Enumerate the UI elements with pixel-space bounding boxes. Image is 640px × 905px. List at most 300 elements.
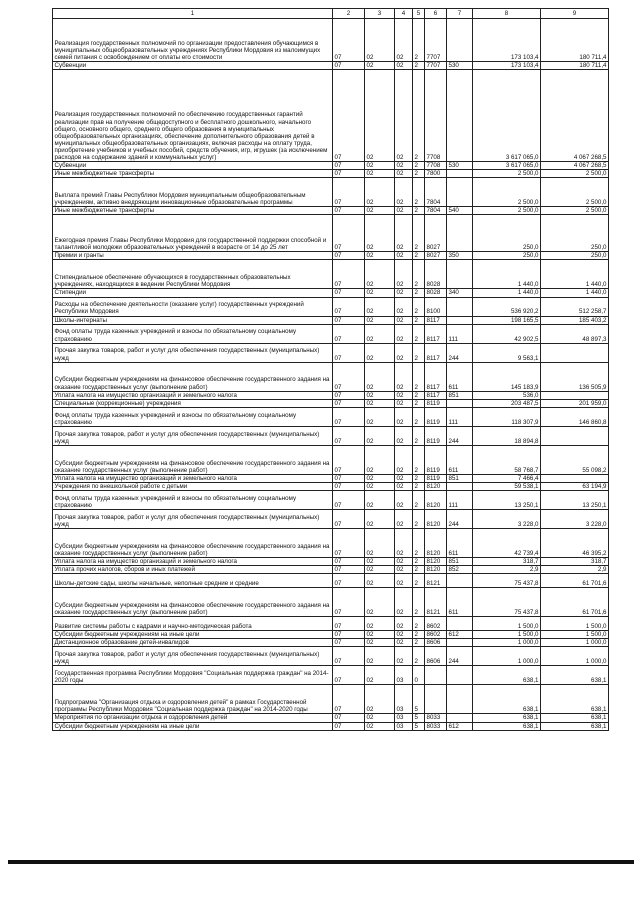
code-cell: 07 (333, 631, 365, 639)
amount-cell: 185 403,2 (541, 316, 609, 324)
code-cell: 2 (413, 316, 425, 324)
code-cell: 02 (365, 510, 395, 529)
row-name-cell: Субсидии бюджетным учреждениям на финансовое обеспечение государственного задания на оказание государственных услуг (выполнение работ) (53, 362, 333, 391)
code-cell: 02 (365, 399, 395, 407)
amount-cell: 250,0 (541, 215, 609, 252)
code-cell: 02 (365, 714, 395, 722)
amount-cell: 318,7 (541, 558, 609, 566)
row-name-cell: Субвенции (53, 62, 333, 70)
table-row (53, 297, 609, 316)
code-cell: 8602 (425, 617, 447, 631)
amount-cell: 42 739,4 (473, 529, 541, 558)
code-cell: 02 (395, 215, 413, 252)
row-name-cell: Уплата налога на имущество организаций и земельного налога (53, 558, 333, 566)
row-name-cell: Фонд оплаты труда казенных учреждений и взносы по обязательному социальному страхованию (53, 407, 333, 426)
code-cell: 2 (413, 407, 425, 426)
table-row (53, 647, 609, 666)
code-cell: 02 (395, 491, 413, 510)
code-cell: 852 (447, 566, 473, 574)
code-cell: 7708 (425, 70, 447, 162)
row-name-cell: Иные межбюджетные трансферты (53, 207, 333, 215)
table-row (53, 474, 609, 482)
code-cell: 02 (395, 482, 413, 490)
code-cell: 2 (413, 70, 425, 162)
column-header: 7 (447, 9, 473, 19)
table-row (53, 491, 609, 510)
amount-cell: 638,1 (473, 666, 541, 685)
amount-cell: 3 617 065,0 (473, 70, 541, 162)
code-cell: 2 (413, 170, 425, 178)
amount-cell: 3 617 065,0 (473, 162, 541, 170)
code-cell: 350 (447, 252, 473, 260)
budget-table (52, 8, 609, 731)
amount-cell: 4 067 268,5 (541, 162, 609, 170)
code-cell (447, 170, 473, 178)
row-name-cell: Уплата налога на имущество организаций и земельного налога (53, 474, 333, 482)
code-cell: 07 (333, 215, 365, 252)
code-cell: 2 (413, 474, 425, 482)
table-row (53, 215, 609, 252)
code-cell: 02 (365, 178, 395, 207)
row-name-cell: Стипендии (53, 289, 333, 297)
code-cell: 02 (365, 588, 395, 617)
code-cell (447, 316, 473, 324)
table-row (53, 631, 609, 639)
column-header: 6 (425, 9, 447, 19)
code-cell: 02 (395, 316, 413, 324)
table-row (53, 445, 609, 474)
code-cell: 2 (413, 426, 425, 445)
code-cell: 02 (365, 722, 395, 730)
code-cell: 02 (395, 343, 413, 362)
code-cell: 07 (333, 685, 365, 714)
column-header: 1 (53, 9, 333, 19)
code-cell: 02 (365, 170, 395, 178)
code-cell: 07 (333, 70, 365, 162)
amount-cell: 75 437,8 (473, 588, 541, 617)
column-header: 5 (413, 9, 425, 19)
code-cell: 07 (333, 491, 365, 510)
amount-cell: 13 250,1 (473, 491, 541, 510)
code-cell: 2 (413, 482, 425, 490)
amount-cell: 1 440,0 (473, 260, 541, 289)
code-cell: 02 (395, 70, 413, 162)
amount-cell: 3 228,0 (473, 510, 541, 529)
amount-cell: 46 395,2 (541, 529, 609, 558)
row-name-cell: Субсидии бюджетным учреждениям на финансовое обеспечение государственного задания на оказание государственных услуг (выполнение работ) (53, 529, 333, 558)
code-cell: 7804 (425, 207, 447, 215)
code-cell: 02 (365, 474, 395, 482)
amount-cell: 2 500,0 (473, 178, 541, 207)
amount-cell: 638,1 (541, 666, 609, 685)
row-name-cell: Уплата налога на имущество организаций и земельного налога (53, 391, 333, 399)
code-cell: 07 (333, 362, 365, 391)
row-name-cell: Субсидии бюджетным учреждениям на финансовое обеспечение государственного задания на оказание государственных услуг (выполнение работ) (53, 445, 333, 474)
table-row (53, 207, 609, 215)
code-cell: 8120 (425, 566, 447, 574)
amount-cell: 638,1 (541, 685, 609, 714)
code-cell: 02 (365, 426, 395, 445)
amount-cell: 4 067 268,5 (541, 70, 609, 162)
table-row (53, 574, 609, 588)
row-name-cell: Ежегодная премия Главы Республики Мордовия для государственной поддержки способной и талантливой молодежи образовательных учреждений в возрасте от 14 до 25 лет (53, 215, 333, 252)
amount-cell: 250,0 (541, 252, 609, 260)
code-cell: 2 (413, 647, 425, 666)
code-cell: 02 (395, 426, 413, 445)
code-cell: 7707 (425, 19, 447, 62)
code-cell: 02 (365, 482, 395, 490)
code-cell: 611 (447, 362, 473, 391)
code-cell: 5 (413, 714, 425, 722)
code-cell: 2 (413, 639, 425, 647)
code-cell: 07 (333, 566, 365, 574)
code-cell: 111 (447, 407, 473, 426)
code-cell: 07 (333, 252, 365, 260)
code-cell: 07 (333, 722, 365, 730)
row-name-cell: Дистанционное образование детей-инвалидов (53, 639, 333, 647)
row-name-cell: Прочая закупка товаров, работ и услуг для обеспечения государственных (муниципальных) нужд (53, 343, 333, 362)
code-cell: 2 (413, 558, 425, 566)
amount-cell: 638,1 (473, 685, 541, 714)
code-cell: 8602 (425, 631, 447, 639)
code-cell: 8119 (425, 474, 447, 482)
code-cell: 02 (395, 617, 413, 631)
code-cell: 02 (365, 491, 395, 510)
code-cell: 8120 (425, 491, 447, 510)
code-cell: 07 (333, 647, 365, 666)
code-cell (447, 297, 473, 316)
code-cell: 02 (395, 631, 413, 639)
code-cell: 02 (395, 260, 413, 289)
code-cell: 02 (395, 574, 413, 588)
code-cell: 07 (333, 529, 365, 558)
amount-cell: 63 194,9 (541, 482, 609, 490)
code-cell (447, 215, 473, 252)
code-cell: 02 (395, 207, 413, 215)
amount-cell: 61 701,6 (541, 574, 609, 588)
row-name-cell: Прочая закупка товаров, работ и услуг для обеспечения государственных (муниципальных) нужд (53, 647, 333, 666)
table-row (53, 362, 609, 391)
row-name-cell: Иные межбюджетные трансферты (53, 170, 333, 178)
amount-cell: 1 000,0 (473, 639, 541, 647)
code-cell: 02 (365, 297, 395, 316)
code-cell: 02 (395, 529, 413, 558)
amount-cell: 145 183,9 (473, 362, 541, 391)
code-cell: 02 (365, 666, 395, 685)
amount-cell: 201 959,0 (541, 399, 609, 407)
table-row (53, 316, 609, 324)
amount-cell: 173 103,4 (473, 19, 541, 62)
code-cell: 2 (413, 162, 425, 170)
code-cell: 7707 (425, 62, 447, 70)
amount-cell: 1 500,0 (473, 617, 541, 631)
amount-cell: 2 500,0 (541, 178, 609, 207)
code-cell: 5 (413, 685, 425, 714)
code-cell: 8100 (425, 297, 447, 316)
code-cell: 07 (333, 558, 365, 566)
row-name-cell: Субсидии бюджетным учреждениям на финансовое обеспечение государственного задания на оказание государственных услуг (выполнение работ) (53, 588, 333, 617)
code-cell (447, 714, 473, 722)
table-row (53, 510, 609, 529)
code-cell: 2 (413, 260, 425, 289)
row-name-cell: Уплата прочих налогов, сборов и иных платежей (53, 566, 333, 574)
code-cell: 07 (333, 62, 365, 70)
table-row (53, 558, 609, 566)
row-name-cell: Фонд оплаты труда казенных учреждений и взносы по обязательному социальному страхованию (53, 491, 333, 510)
code-cell: 2 (413, 566, 425, 574)
amount-cell: 1 500,0 (541, 631, 609, 639)
code-cell (447, 685, 473, 714)
code-cell: 02 (395, 162, 413, 170)
column-header: 9 (541, 9, 609, 19)
code-cell: 8606 (425, 639, 447, 647)
code-cell: 03 (395, 666, 413, 685)
code-cell: 8033 (425, 722, 447, 730)
code-cell: 7708 (425, 162, 447, 170)
row-name-cell: Школы-детские сады, школы начальные, неполные средние и средние (53, 574, 333, 588)
code-cell: 02 (395, 178, 413, 207)
code-cell: 2 (413, 574, 425, 588)
code-cell: 02 (365, 252, 395, 260)
code-cell: 851 (447, 391, 473, 399)
code-cell: 02 (365, 566, 395, 574)
code-cell: 02 (365, 407, 395, 426)
code-cell: 02 (365, 215, 395, 252)
amount-cell: 7 466,4 (473, 474, 541, 482)
code-cell: 2 (413, 252, 425, 260)
table-row (53, 178, 609, 207)
code-cell: 02 (365, 391, 395, 399)
code-cell: 244 (447, 647, 473, 666)
amount-cell: 18 894,8 (473, 426, 541, 445)
code-cell: 8119 (425, 445, 447, 474)
column-header: 3 (365, 9, 395, 19)
amount-cell (541, 391, 609, 399)
code-cell (425, 666, 447, 685)
amount-cell: 136 505,9 (541, 362, 609, 391)
row-name-cell: Прочая закупка товаров, работ и услуг для обеспечения государственных (муниципальных) нужд (53, 426, 333, 445)
code-cell: 530 (447, 162, 473, 170)
code-cell: 07 (333, 297, 365, 316)
code-cell: 02 (395, 474, 413, 482)
amount-cell: 2,9 (541, 566, 609, 574)
code-cell: 8027 (425, 252, 447, 260)
table-row (53, 714, 609, 722)
row-name-cell: Школы-интернаты (53, 316, 333, 324)
code-cell: 07 (333, 343, 365, 362)
table-row (53, 324, 609, 343)
amount-cell: 536 920,2 (473, 297, 541, 316)
code-cell: 7804 (425, 178, 447, 207)
code-cell: 02 (365, 362, 395, 391)
amount-cell: 180 711,4 (541, 62, 609, 70)
amount-cell: 59 538,1 (473, 482, 541, 490)
code-cell: 07 (333, 170, 365, 178)
code-cell: 07 (333, 510, 365, 529)
code-cell: 02 (365, 529, 395, 558)
code-cell (447, 617, 473, 631)
table-row (53, 399, 609, 407)
amount-cell: 638,1 (473, 714, 541, 722)
amount-cell: 58 768,7 (473, 445, 541, 474)
amount-cell: 1 500,0 (541, 617, 609, 631)
code-cell: 02 (395, 252, 413, 260)
code-cell: 07 (333, 426, 365, 445)
code-cell: 244 (447, 343, 473, 362)
code-cell: 2 (413, 631, 425, 639)
table-row (53, 666, 609, 685)
code-cell: 07 (333, 399, 365, 407)
table-row (53, 588, 609, 617)
bottom-divider (8, 860, 634, 864)
code-cell: 02 (365, 631, 395, 639)
table-row (53, 19, 609, 62)
code-cell: 2 (413, 399, 425, 407)
table-row (53, 62, 609, 70)
code-cell: 2 (413, 391, 425, 399)
row-name-cell: Расходы на обеспечение деятельности (оказание услуг) государственных учреждений Республики Мордовия (53, 297, 333, 316)
amount-cell: 9 563,1 (473, 343, 541, 362)
amount-cell: 13 250,1 (541, 491, 609, 510)
code-cell: 02 (365, 260, 395, 289)
code-cell: 111 (447, 324, 473, 343)
code-cell (447, 19, 473, 62)
code-cell: 02 (395, 558, 413, 566)
amount-cell: 638,1 (541, 714, 609, 722)
code-cell: 611 (447, 445, 473, 474)
amount-cell: 173 103,4 (473, 62, 541, 70)
code-cell: 2 (413, 617, 425, 631)
code-cell: 02 (365, 324, 395, 343)
code-cell (447, 70, 473, 162)
code-cell: 07 (333, 588, 365, 617)
code-cell: 07 (333, 289, 365, 297)
table-row (53, 70, 609, 162)
code-cell: 07 (333, 617, 365, 631)
code-cell: 02 (395, 588, 413, 617)
code-cell: 8119 (425, 399, 447, 407)
amount-cell: 198 165,5 (473, 316, 541, 324)
table-row (53, 170, 609, 178)
code-cell: 02 (395, 399, 413, 407)
amount-cell: 1 440,0 (541, 260, 609, 289)
amount-cell: 48 897,3 (541, 324, 609, 343)
code-cell: 02 (395, 297, 413, 316)
row-name-cell: Реализация государственных полномочий по обеспечению государственных гарантий реализации прав на получение общедоступного и бесплатного дошкольного, начального общего, основного общего, среднего общего образования в муниципальных общеобразовательных организациях, обеспечение дополнительного образования детей в муниципальных общеобразовательных организациях, включая расходы на оплату труда, приобретение учебников и учебных пособий, средств обучения, игр, игрушек (за исключением расходов на содержание зданий и коммунальных услуг) (53, 70, 333, 162)
table-row (53, 289, 609, 297)
code-cell: 07 (333, 445, 365, 474)
code-cell: 02 (365, 647, 395, 666)
amount-cell: 180 711,4 (541, 19, 609, 62)
code-cell: 8028 (425, 260, 447, 289)
code-cell: 02 (395, 647, 413, 666)
row-name-cell: Премии и гранты (53, 252, 333, 260)
code-cell: 02 (395, 407, 413, 426)
code-cell: 03 (395, 714, 413, 722)
table-row (53, 343, 609, 362)
table-row (53, 617, 609, 631)
code-cell: 0 (413, 666, 425, 685)
table-row (53, 252, 609, 260)
code-cell: 2 (413, 62, 425, 70)
table-row (53, 482, 609, 490)
row-name-cell: Мероприятия по организации отдыха и оздоровления детей (53, 714, 333, 722)
amount-cell: 55 098,2 (541, 445, 609, 474)
code-cell: 244 (447, 510, 473, 529)
code-cell: 612 (447, 722, 473, 730)
code-cell: 07 (333, 639, 365, 647)
code-cell: 07 (333, 162, 365, 170)
row-name-cell: Стипендиальное обеспечение обучающихся в государственных образовательных учреждениях, находящихся в ведении Республики Мордовия (53, 260, 333, 289)
code-cell: 02 (395, 445, 413, 474)
column-number-header (53, 9, 609, 19)
code-cell (447, 482, 473, 490)
table-row (53, 566, 609, 574)
code-cell: 02 (395, 362, 413, 391)
code-cell: 2 (413, 207, 425, 215)
code-cell: 07 (333, 482, 365, 490)
code-cell: 851 (447, 558, 473, 566)
code-cell: 8117 (425, 324, 447, 343)
code-cell: 02 (365, 19, 395, 62)
code-cell: 03 (395, 722, 413, 730)
code-cell: 612 (447, 631, 473, 639)
amount-cell (541, 343, 609, 362)
code-cell: 8117 (425, 362, 447, 391)
code-cell: 02 (365, 574, 395, 588)
code-cell: 2 (413, 343, 425, 362)
code-cell (425, 685, 447, 714)
code-cell: 2 (413, 445, 425, 474)
code-cell: 02 (365, 343, 395, 362)
amount-cell: 61 701,6 (541, 588, 609, 617)
code-cell: 02 (365, 207, 395, 215)
row-name-cell: Фонд оплаты труда казенных учреждений и взносы по обязательному социальному страхованию (53, 324, 333, 343)
table-row (53, 391, 609, 399)
amount-cell: 2 500,0 (473, 170, 541, 178)
amount-cell: 638,1 (541, 722, 609, 730)
amount-cell: 1 440,0 (541, 289, 609, 297)
code-cell: 8120 (425, 482, 447, 490)
code-cell: 8120 (425, 558, 447, 566)
code-cell: 8027 (425, 215, 447, 252)
code-cell: 02 (365, 558, 395, 566)
code-cell: 2 (413, 362, 425, 391)
amount-cell: 203 487,5 (473, 399, 541, 407)
code-cell: 02 (365, 617, 395, 631)
row-name-cell: Субсидии бюджетным учреждениям на иные цели (53, 631, 333, 639)
code-cell: 07 (333, 178, 365, 207)
column-header: 8 (473, 9, 541, 19)
code-cell: 02 (365, 62, 395, 70)
amount-cell: 146 860,8 (541, 407, 609, 426)
code-cell: 111 (447, 491, 473, 510)
code-cell: 07 (333, 474, 365, 482)
amount-cell: 1 000,0 (541, 639, 609, 647)
code-cell (447, 574, 473, 588)
amount-cell: 1 000,0 (541, 647, 609, 666)
code-cell: 8120 (425, 529, 447, 558)
code-cell: 02 (395, 289, 413, 297)
code-cell: 2 (413, 324, 425, 343)
amount-cell: 536,0 (473, 391, 541, 399)
budget-table-page (52, 8, 608, 731)
row-name-cell: Прочая закупка товаров, работ и услуг для обеспечения государственных (муниципальных) нужд (53, 510, 333, 529)
code-cell: 07 (333, 324, 365, 343)
code-cell: 2 (413, 178, 425, 207)
code-cell: 611 (447, 588, 473, 617)
table-row (53, 639, 609, 647)
